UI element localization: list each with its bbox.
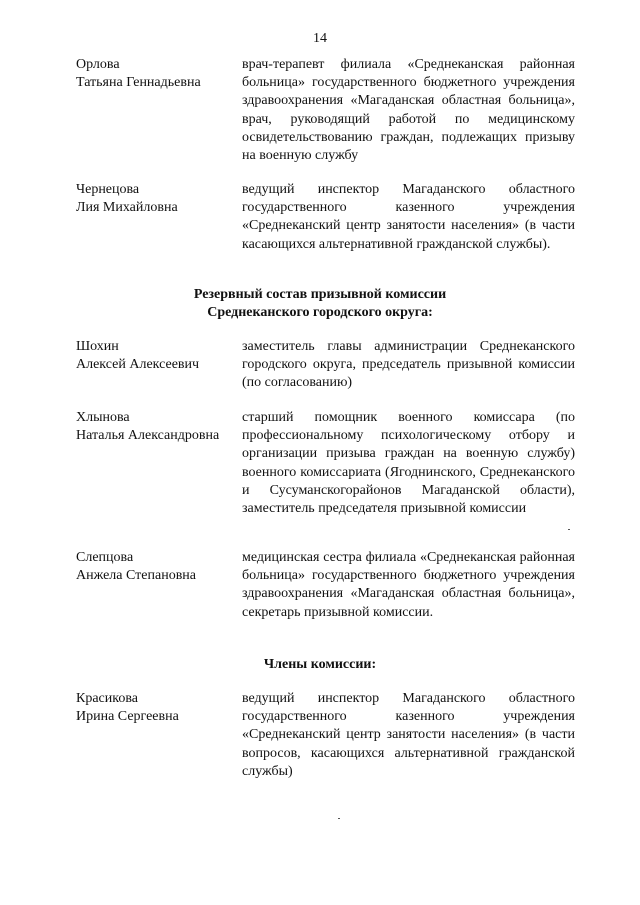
person-name xyxy=(76,338,236,374)
person-surname: Шохин xyxy=(76,339,119,354)
scan-speck xyxy=(568,529,570,530)
person-surname: Орлова xyxy=(76,57,120,72)
person-name xyxy=(76,409,236,445)
person-role: врач-терапевт филиала «Среднеканская районная больница» государственного бюджетного учреждения здравоохранения «Магаданская областная больница», врач, руководящий работой по медицинскому освидетельствованию граждан, подлежащих призыву на военную службу xyxy=(242,57,575,164)
person-given-name: Анжела Степановна xyxy=(76,568,197,583)
page-number: 14 xyxy=(313,31,327,46)
person-given-name: Татьяна Геннадьевна xyxy=(76,75,201,90)
person-role: заместитель главы администрации Среднеканского городского округа, председатель призывной комиссии (по согласованию) xyxy=(242,339,575,391)
section-heading-line: Среднеканского городского округа: xyxy=(207,305,433,320)
person-surname: Чернецова xyxy=(76,182,140,197)
section-heading-members xyxy=(0,656,640,674)
person-given-name: Ирина Сергеевна xyxy=(76,709,179,724)
person-name xyxy=(76,549,236,585)
person-surname: Красикова xyxy=(76,691,138,706)
person-surname: Слепцова xyxy=(76,550,134,565)
section-heading-line: Резервный состав призывной комиссии xyxy=(193,287,447,302)
person-given-name: Алексей Алексеевич xyxy=(76,357,200,372)
person-role: ведущий инспектор Магаданского областного государственного казенного учреждения «Среднеканский центр занятости населения» (в части вопросов, касающихся альтернативной гражданской службы) xyxy=(242,691,575,779)
person-surname: Хлынова xyxy=(76,410,130,425)
person-role: медицинская сестра филиала «Среднеканская районная больница» государственного бюджетного учреждения здравоохранения «Магаданская областная больница», секретарь призывной комиссии. xyxy=(242,550,575,620)
person-role: старший помощник военного комиссара (по профессиональному психологическому отбору и организации призыва граждан на военную службу) военного комиссариата (Ягоднинского, Среднеканского и Сусуманскогорайонов Магаданской области), заместитель председателя призывной комиссии xyxy=(242,410,575,517)
section-heading-reserve xyxy=(0,286,640,322)
person-name xyxy=(76,181,236,217)
person-name xyxy=(76,56,236,92)
person-role: ведущий инспектор Магаданского областного государственного казенного учреждения «Среднеканский центр занятости населения» (в части касающихся альтернативной гражданской службы). xyxy=(242,182,575,252)
section-heading-line: Члены комиссии: xyxy=(263,657,377,672)
person-name xyxy=(76,690,236,726)
person-given-name: Лия Михайловна xyxy=(76,200,178,215)
person-given-name: Наталья Александровна xyxy=(76,428,220,443)
scan-speck xyxy=(338,818,340,819)
